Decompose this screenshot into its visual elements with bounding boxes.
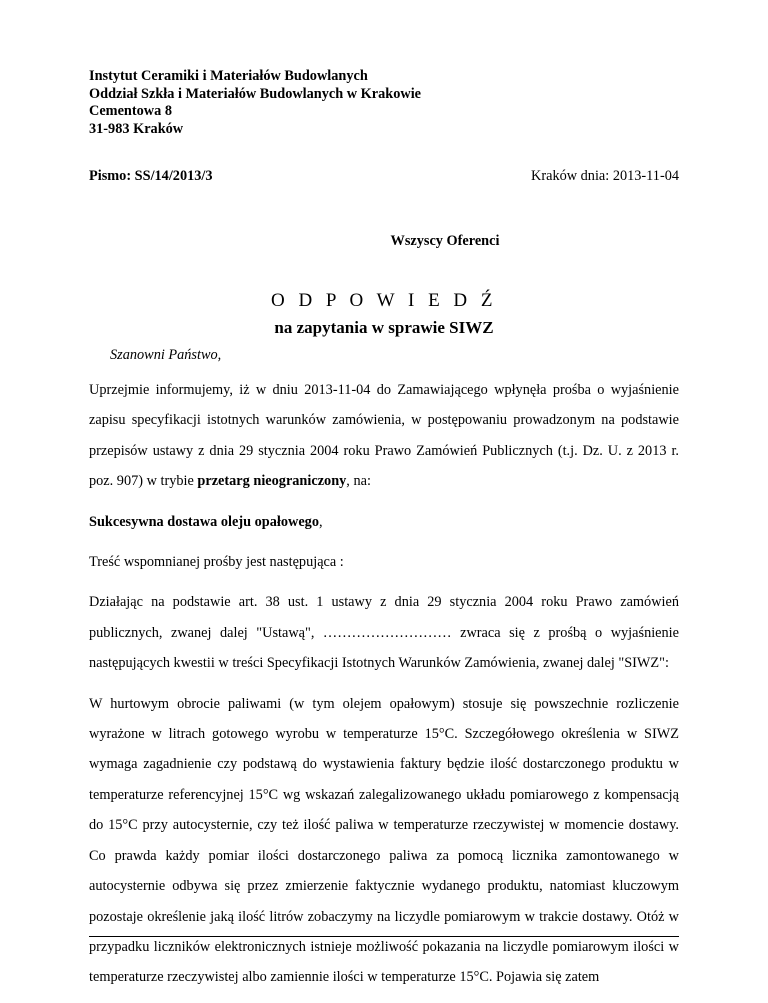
paragraph-subject bbox=[89, 507, 679, 537]
sender-postal-city: 31-983 Kraków bbox=[89, 120, 184, 137]
paragraph-request-intro: Treść wspomnianej prośby jest następująca : bbox=[89, 554, 344, 571]
paragraph-intro-end: , na: bbox=[346, 473, 371, 490]
recipient-text: Wszyscy Oferenci bbox=[390, 233, 500, 249]
procedure-mode: przetarg nieograniczony bbox=[197, 473, 347, 490]
paragraph-intro bbox=[89, 375, 679, 497]
letter-date: Kraków dnia: 2013-11-04 bbox=[531, 168, 679, 184]
order-subject-comma: , bbox=[318, 513, 323, 530]
sender-branch-name: Oddział Szkła i Materiałów Budowlanych w Krakowie bbox=[89, 85, 422, 102]
salutation: Szanowni Państwo, bbox=[110, 347, 222, 363]
order-subject: Sukcesywna dostawa oleju opałowego bbox=[89, 513, 319, 530]
letter-reference: Pismo: SS/14/2013/3 bbox=[89, 168, 213, 184]
document-subtitle: na zapytania w sprawie SIWZ bbox=[274, 318, 494, 337]
paragraph-request-basis: Działając na podstawie art. 38 ust. 1 ustawy z dnia 29 stycznia 2004 roku Prawo zamówień publicznych, zwanej dalej "Ustawą", ……………………… zwraca się z prośbą o wyjaśnienie następujących kwestii w treści Specyfikacji Istotnych Warunków Zamówienia, zwanej dalej "SIWZ": bbox=[89, 594, 679, 672]
letter-body bbox=[89, 375, 679, 1003]
recipient-line bbox=[0, 233, 768, 250]
sender-institute-name: Instytut Ceramiki i Materiałów Budowlanych bbox=[89, 68, 368, 84]
sender-street: Cementowa 8 bbox=[89, 103, 172, 120]
sender-address-block bbox=[89, 68, 421, 138]
paragraph-intro-text: Uprzejmie informujemy, iż w dniu 2013-11-04 do Zamawiającego wpłynęła prośba o wyjaśnienie zapisu specyfikacji istotnych warunków zamówienia, w postępowaniu prowadzonym na podstawie przepisów ustawy z dnia 29 stycznia 2004 roku Prawo Zamówień Publicznych (t.j. Dz. U. z 2013 r. poz. 907) w trybie bbox=[89, 382, 679, 490]
paragraph-question: W hurtowym obrocie paliwami (w tym olejem opałowym) stosuje się powszechnie rozliczenie wyrażone w litrach gotowego wyrobu w temperaturze 15°C. Szczegółowego określenia w SIWZ wymaga zagadnienie czy podstawą do wystawienia faktury będzie ilość dostarczonego produktu w temperaturze referencyjnej 15°C wg wskazań zalegalizowanego układu pomiarowego z kompensacją do 15°C przy autocysternie, czy też ilość paliwa w temperaturze rzeczywistej w momencie dostawy. Co prawda każdy pomiar ilości dostarczonego paliwa za pomocą licznika zamontowanego w autocysternie odbywa się przez zmierzenie faktycznie wydanego produktu, natomiast kluczowym pozostaje określenie jaką ilość litrów zobaczymy na liczydle pomiarowym w trakcie dostawy. Otóż w przypadku liczników elektronicznych istnieje możliwość pokazania na liczydle pomiarowym ilości w temperaturze rzeczywistej albo zamiennie ilości w temperaturze 15°C. Pojawia się zatem bbox=[89, 695, 679, 986]
document-title: O D P O W I E D Ź bbox=[270, 290, 498, 311]
footer-rule bbox=[89, 936, 679, 937]
